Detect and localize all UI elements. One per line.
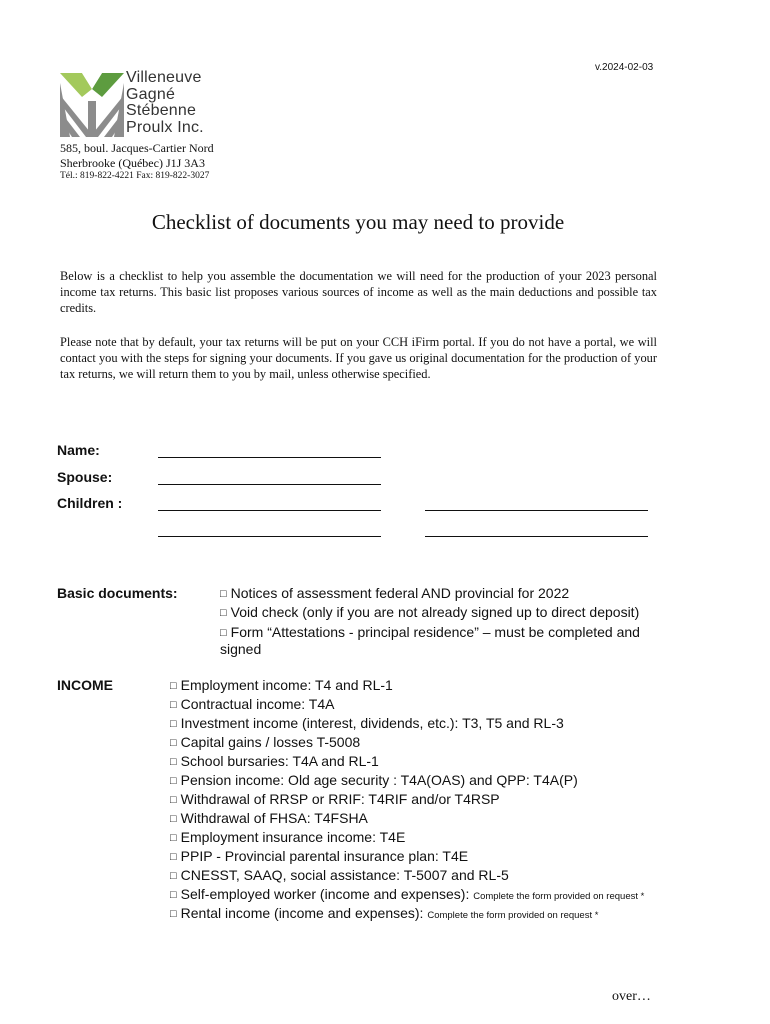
checkbox-icon[interactable]: □ xyxy=(170,756,177,768)
over-label: over… xyxy=(612,989,651,1004)
firm-name xyxy=(126,70,204,136)
firm-name-line: Villeneuve xyxy=(126,69,202,86)
checkbox-icon[interactable]: □ xyxy=(170,851,177,863)
income-item-text: Investment income (interest, dividends, etc.): T3, T5 and RL-3 xyxy=(180,715,564,731)
checkbox-icon[interactable]: □ xyxy=(220,627,227,639)
firm-name-line: Stébenne xyxy=(126,102,197,119)
income-item-text: Self-employed worker (income and expenses): xyxy=(180,886,474,902)
child-field-line-2[interactable] xyxy=(425,510,648,511)
income-item[interactable] xyxy=(170,715,564,731)
version-label: v.2024-02-03 xyxy=(595,62,654,73)
basic-doc-text: Notices of assessment federal AND provincial for 2022 xyxy=(230,585,570,601)
income-item[interactable] xyxy=(170,696,334,712)
name-label: Name: xyxy=(57,442,100,458)
income-item[interactable] xyxy=(170,677,393,693)
checkbox-icon[interactable]: □ xyxy=(170,870,177,882)
checkbox-icon[interactable]: □ xyxy=(170,680,177,692)
income-item-text: CNESST, SAAQ, social assistance: T-5007 and RL-5 xyxy=(180,867,509,883)
child-field-line-3[interactable] xyxy=(158,536,381,537)
income-item-text: Pension income: Old age security : T4A(OAS) and QPP: T4A(P) xyxy=(180,772,578,788)
child-field-line-1[interactable] xyxy=(158,510,381,511)
basic-doc-item[interactable] xyxy=(220,624,640,640)
basic-doc-text: Form “Attestations - principal residence” – must be completed and xyxy=(230,624,640,640)
checkbox-icon[interactable]: □ xyxy=(170,699,177,711)
page-title: Checklist of documents you may need to provide xyxy=(151,210,565,234)
income-item[interactable] xyxy=(170,772,578,788)
address-line1: 585, boul. Jacques-Cartier Nord xyxy=(60,141,214,155)
basic-doc-continuation: signed xyxy=(220,641,262,657)
firm-logo-icon xyxy=(60,73,124,137)
checkbox-icon[interactable]: □ xyxy=(170,718,177,730)
income-item[interactable] xyxy=(170,848,468,864)
income-item[interactable] xyxy=(170,867,509,883)
income-item[interactable] xyxy=(170,791,500,807)
basic-doc-item[interactable] xyxy=(220,585,569,601)
income-item-text: Employment insurance income: T4E xyxy=(180,829,406,845)
checkbox-icon[interactable]: □ xyxy=(170,832,177,844)
children-label: Children : xyxy=(57,495,123,511)
income-item-text: Capital gains / losses T-5008 xyxy=(180,734,361,750)
checkbox-icon[interactable]: □ xyxy=(170,908,177,920)
income-item[interactable] xyxy=(170,905,598,921)
spouse-field-line[interactable] xyxy=(158,484,381,485)
income-item-text: Withdrawal of RRSP or RRIF: T4RIF and/or T4RSP xyxy=(180,791,500,807)
income-item[interactable] xyxy=(170,829,405,845)
income-item-note: Complete the form provided on request * xyxy=(473,891,645,902)
intro-paragraph: Below is a checklist to help you assemble the documentation we will need for the production of your 2023 personal income tax returns. This basic list proposes various sources of income as well as the main deductions and possible tax credits. xyxy=(60,269,657,316)
address-line2: Sherbrooke (Québec) J1J 3A3 xyxy=(60,156,205,170)
phone-fax-line: Tél.: 819-822-4221 Fax: 819-822-3027 xyxy=(60,171,210,181)
income-item-text: Rental income (income and expenses): xyxy=(180,905,428,921)
firm-name-line: Proulx Inc. xyxy=(126,118,204,136)
basic-documents-label: Basic documents: xyxy=(57,585,178,601)
income-item-text: PPIP - Provincial parental insurance plan: T4E xyxy=(180,848,469,864)
child-field-line-4[interactable] xyxy=(425,536,648,537)
firm-name-line: Gagné xyxy=(126,85,176,103)
checkbox-icon[interactable]: □ xyxy=(170,813,177,825)
income-item-text: School bursaries: T4A and RL-1 xyxy=(180,753,379,769)
checkbox-icon[interactable]: □ xyxy=(170,794,177,806)
basic-doc-item[interactable] xyxy=(220,604,639,620)
income-item[interactable] xyxy=(170,886,644,902)
income-item-text: Withdrawal of FHSA: T4FSHA xyxy=(180,810,368,826)
basic-doc-text: Void check (only if you are not already signed up to direct deposit) xyxy=(230,604,640,620)
income-label: INCOME xyxy=(57,677,113,693)
income-item[interactable] xyxy=(170,810,368,826)
income-item[interactable] xyxy=(170,753,379,769)
checkbox-icon[interactable]: □ xyxy=(170,775,177,787)
checkbox-icon[interactable]: □ xyxy=(220,588,227,600)
income-item-text: Contractual income: T4A xyxy=(180,696,335,712)
name-field-line[interactable] xyxy=(158,457,381,458)
income-item-note: Complete the form provided on request * xyxy=(427,910,599,921)
income-item-text: Employment income: T4 and RL-1 xyxy=(180,677,393,693)
spouse-label: Spouse: xyxy=(57,469,113,485)
income-item[interactable] xyxy=(170,734,360,750)
checkbox-icon[interactable]: □ xyxy=(220,607,227,619)
checkbox-icon[interactable]: □ xyxy=(170,737,177,749)
checkbox-icon[interactable]: □ xyxy=(170,889,177,901)
portal-paragraph: Please note that by default, your tax returns will be put on your CCH iFirm portal. If you do not have a portal, we will contact you with the steps for signing your documents. If you gave us original documentation for the production of your tax returns, we will return them to you by mail, unless otherwise specified. xyxy=(60,335,657,382)
